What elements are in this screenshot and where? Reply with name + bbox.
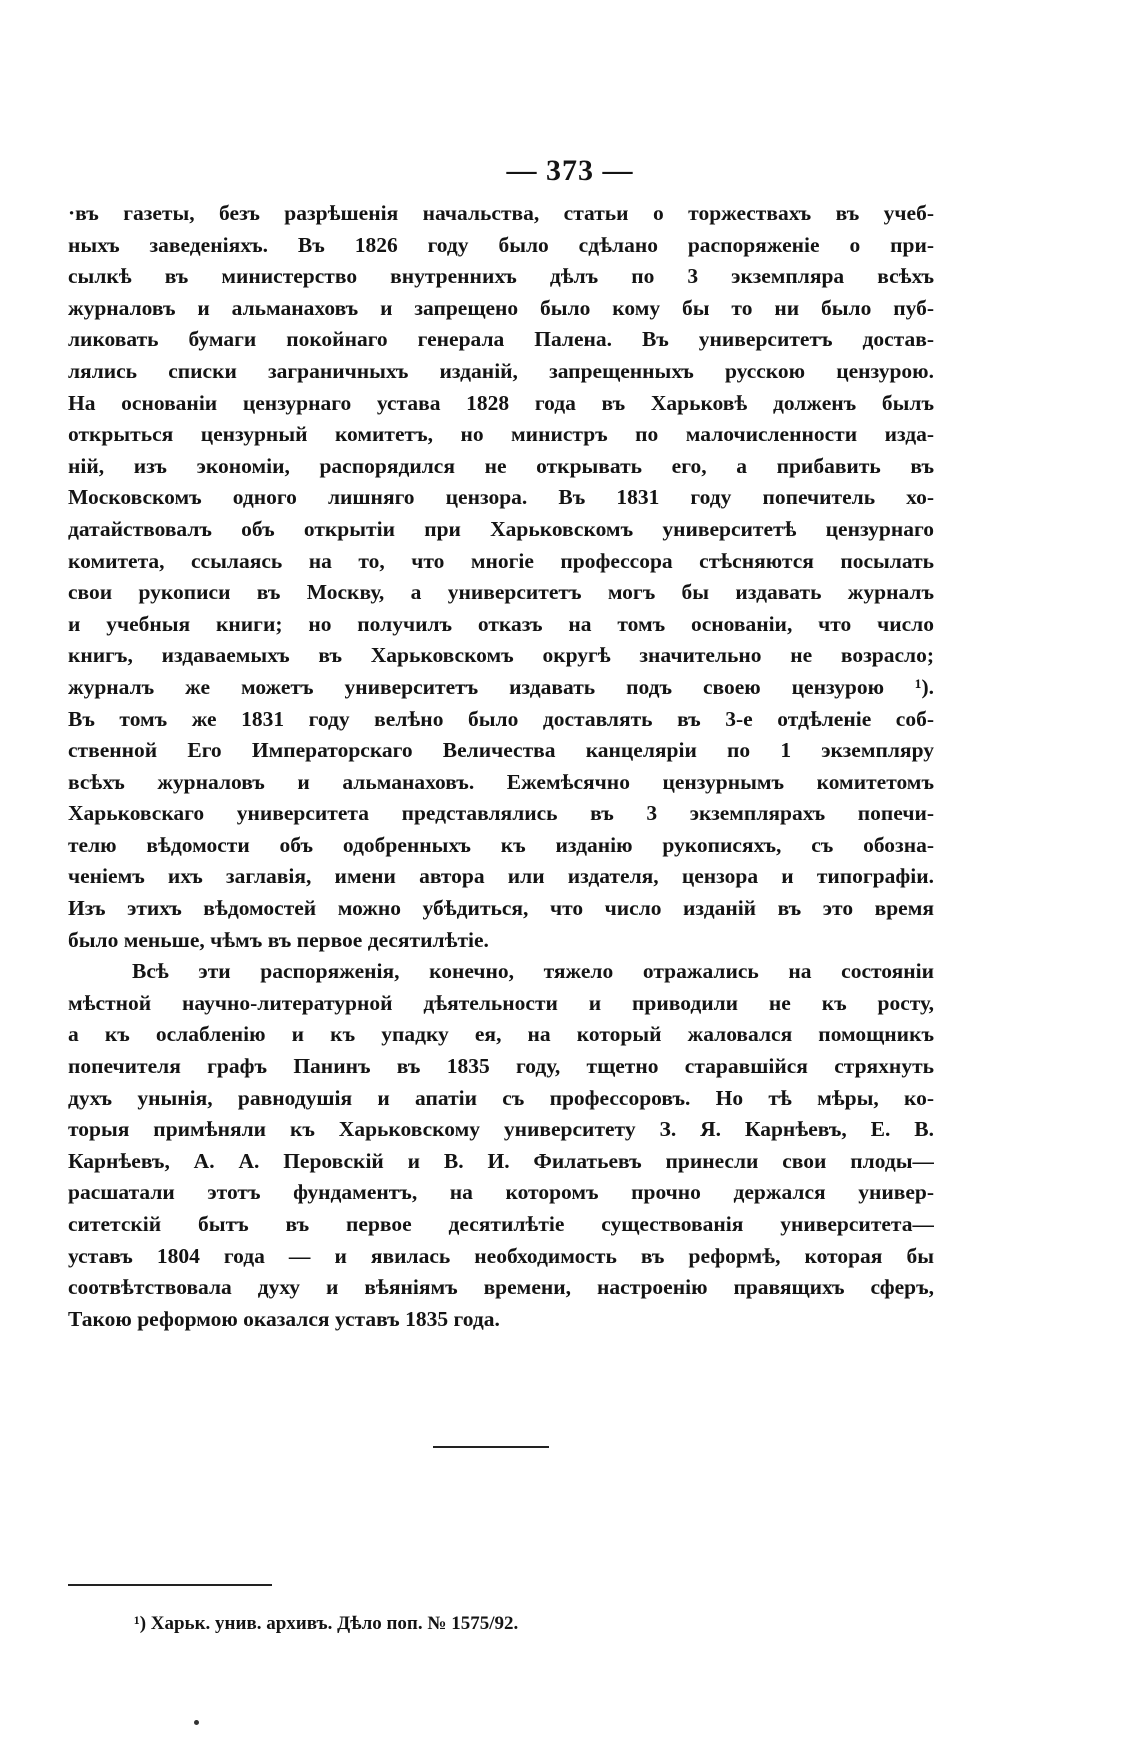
page-number: — 373 — — [506, 154, 634, 187]
text-line: ликовать бумаги покойнаго генерала Палена. Въ университетъ достав- — [68, 327, 934, 352]
paragraph-1 — [68, 198, 934, 956]
text-line: журналовъ и альманаховъ и запрещено было кому бы то ни было пуб- — [68, 295, 934, 320]
text-line: открыться цензурный комитетъ, но министръ по малочисленности изда- — [68, 422, 934, 447]
section-divider — [433, 1446, 549, 1448]
text-line: торыя примѣняли къ Харьковскому университету З. Я. Карнѣевъ, Е. В. — [68, 1117, 934, 1142]
main-text — [68, 198, 934, 1335]
text-line: ныхъ заведеніяхъ. Въ 1826 году было сдѣлано распоряженіе о при- — [68, 232, 934, 257]
text-line: ·въ газеты, безъ разрѣшенія начальства, статьи о торжествахъ въ учеб- — [68, 201, 934, 225]
text-line: расшатали этотъ фундаментъ, на которомъ прочно держался универ- — [68, 1180, 934, 1205]
text-line: и учебныя книги; но получилъ отказъ на томъ основаніи, что число — [68, 611, 934, 636]
text-line: ственной Его Императорскаго Величества канцеляріи по 1 экземпляру — [68, 738, 934, 763]
text-line: Изъ этихъ вѣдомостей можно убѣдиться, что число изданій въ это время — [68, 896, 934, 921]
footnote-divider — [68, 1584, 272, 1586]
text-line: Карнѣевъ, А. А. Перовскій и В. И. Филатьевъ принесли свои плоды— — [68, 1148, 934, 1173]
text-line: ситетскій бытъ въ первое десятилѣтіе существованія университета— — [68, 1212, 934, 1236]
text-line: ченіемъ ихъ заглавія, имени автора или издателя, цензора и типографіи. — [68, 864, 934, 889]
text-line: ній, изъ экономіи, распорядился не открывать его, а прибавить въ — [68, 453, 934, 478]
text-line: Московскомъ одного лишняго цензора. Въ 1831 году попечитель хо- — [68, 485, 934, 510]
text-line: Въ томъ же 1831 году велѣно было доставлять въ 3-е отдѣленіе соб- — [68, 706, 934, 731]
text-line: духъ унынія, равнодушія и апатіи съ профессоровъ. Но тѣ мѣры, ко- — [68, 1085, 934, 1110]
text-line: а къ ослабленію и къ упадку ея, на который жаловался помощникъ — [68, 1022, 934, 1047]
text-line: журналъ же можетъ университетъ издавать подъ своею цензурою ¹). — [68, 674, 934, 699]
footnote: ¹) Харьк. унив. архивъ. Дѣло поп. № 1575/92. — [134, 1613, 519, 1634]
text-line: Харьковскаго университета представлялись въ 3 экземплярахъ попечи- — [68, 801, 934, 826]
text-line: было меньше, чѣмъ въ первое десятилѣтіе. — [68, 927, 489, 952]
text-line: сылкѣ въ министерство внутреннихъ дѣлъ по 3 экземпляра всѣхъ — [68, 264, 934, 289]
text-line: уставъ 1804 года — и явилась необходимость въ реформѣ, которая бы — [68, 1243, 934, 1268]
text-line: свои рукописи въ Москву, а университетъ могъ бы издавать журналъ — [68, 580, 934, 605]
text-line: мѣстной научно-литературной дѣятельности и приводили не къ росту, — [68, 990, 934, 1015]
text-line: соотвѣтствовала духу и вѣяніямъ времени, настроенію правящихъ сферъ, — [68, 1275, 934, 1300]
text-line: На основаніи цензурнаго устава 1828 года въ Харьковѣ долженъ былъ — [68, 390, 934, 415]
text-line: всѣхъ журналовъ и альманаховъ. Ежемѣсячно цензурнымъ комитетомъ — [68, 769, 934, 794]
text-line: попечителя графъ Панинъ въ 1835 году, тщетно старавшійся стряхнуть — [68, 1054, 934, 1079]
text-line: датайствовалъ объ открытіи при Харьковскомъ университетѣ цензурнаго — [68, 516, 934, 541]
ink-speck — [194, 1720, 199, 1725]
text-line: книгъ, издаваемыхъ въ Харьковскомъ округѣ значительно не возрасло; — [68, 643, 934, 668]
text-line: Такою реформою оказался уставъ 1835 года. — [68, 1306, 500, 1331]
text-line: телю вѣдомости объ одобренныхъ къ изданію рукописяхъ, съ обозна- — [68, 832, 934, 857]
text-line: лялись списки заграничныхъ изданій, запрещенныхъ русскою цензурою. — [68, 358, 934, 383]
text-line: комитета, ссылаясь на то, что многіе профессора стѣсняются посылать — [68, 548, 934, 573]
paragraph-2 — [68, 956, 934, 1335]
text-line: Всѣ эти распоряженія, конечно, тяжело отражались на состояніи — [132, 959, 934, 984]
